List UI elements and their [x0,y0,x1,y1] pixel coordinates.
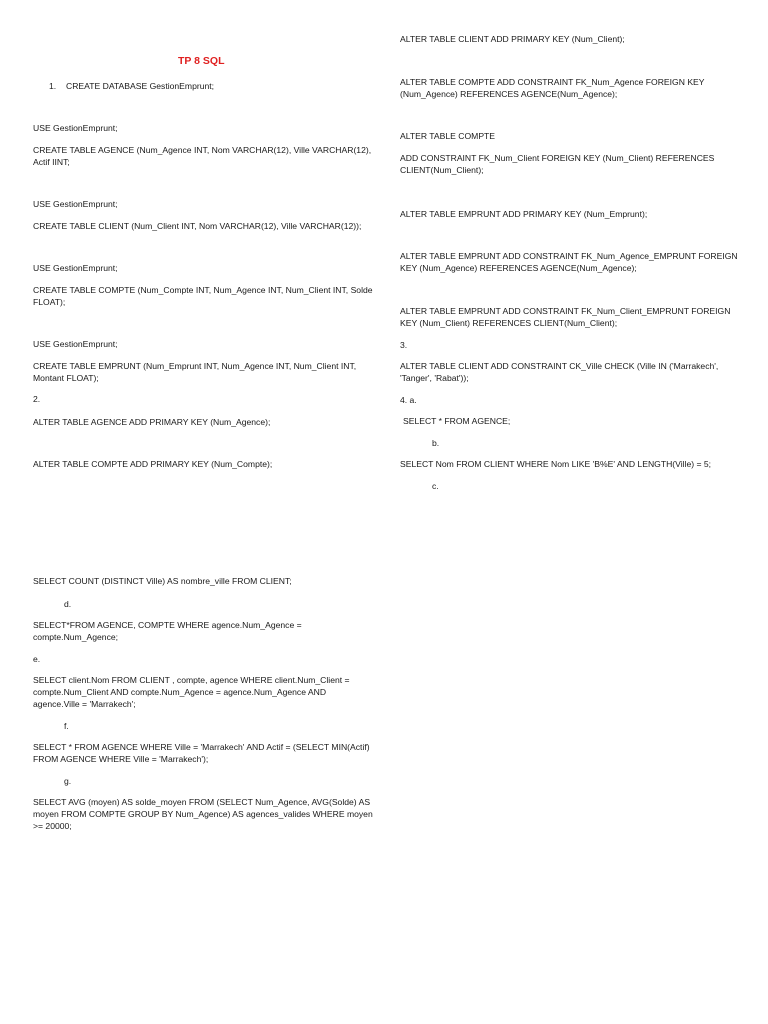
pk-emprunt-statement: ALTER TABLE EMPRUNT ADD PRIMARY KEY (Num_Emprunt); [400,209,648,219]
label-e: e. [33,654,41,664]
create-compte-statement: CREATE TABLE COMPTE (Num_Compte INT, Num_Agence INT, Num_Client INT, Solde FLOAT); [33,285,373,307]
label-d: d. [64,599,72,609]
query-b: SELECT Nom FROM CLIENT WHERE Nom LIKE 'B%E' AND LENGTH(Ville) = 5; [400,459,712,469]
query-d: SELECT*FROM AGENCE, COMPTE WHERE agence.Num_Agence = compte.Num_Agence; [33,620,302,642]
label-c: c. [432,481,439,491]
section-3-label: 3. [400,340,408,350]
label-g: g. [64,776,72,786]
use-statement-4: USE GestionEmprunt; [33,339,118,349]
document-title: TP 8 SQL [178,55,225,67]
item-number-1: 1. [49,81,57,91]
pk-agence-statement: ALTER TABLE AGENCE ADD PRIMARY KEY (Num_Agence); [33,417,271,427]
use-statement-1: USE GestionEmprunt; [33,123,118,133]
label-f: f. [64,721,69,731]
pk-client-statement: ALTER TABLE CLIENT ADD PRIMARY KEY (Num_Client); [400,34,625,44]
query-e: SELECT client.Nom FROM CLIENT , compte, agence WHERE client.Num_Client = compte.Num_Client AND compte.Num_Agence = agence.Num_Agence AND agence.Ville = 'Marrakech'; [33,675,350,709]
query-f: SELECT * FROM AGENCE WHERE Ville = 'Marrakech' AND Actif = (SELECT MIN(Actif) FROM AGENCE WHERE Ville = 'Marrakech'); [33,742,370,764]
section-2-label: 2. [33,394,41,404]
create-client-statement: CREATE TABLE CLIENT (Num_Client INT, Nom VARCHAR(12), Ville VARCHAR(12)); [33,221,362,231]
create-emprunt-statement: CREATE TABLE EMPRUNT (Num_Emprunt INT, Num_Agence INT, Num_Client INT, Montant FLOAT); [33,361,357,383]
create-agence-statement: CREATE TABLE AGENCE (Num_Agence INT, Nom VARCHAR(12), Ville VARCHAR(12), Actif IINT; [33,145,372,167]
query-a: SELECT * FROM AGENCE; [403,416,511,426]
query-g: SELECT AVG (moyen) AS solde_moyen FROM (SELECT Num_Agence, AVG(Solde) AS moyen FROM COMPTE GROUP BY Num_Agence) AS agences_valides WHERE moyen >= 20000; [33,797,373,831]
section-4a-label: 4. a. [400,395,417,405]
fk-emprunt-client-statement: ALTER TABLE EMPRUNT ADD CONSTRAINT FK_Num_Client_EMPRUNT FOREIGN KEY (Num_Client) REFERENCES CLIENT(Num_Client); [400,306,731,328]
fk-compte-agence-statement: ALTER TABLE COMPTE ADD CONSTRAINT FK_Num_Agence FOREIGN KEY (Num_Agence) REFERENCES AGENCE(Num_Agence); [400,77,705,99]
label-b: b. [432,438,440,448]
use-statement-2: USE GestionEmprunt; [33,199,118,209]
fk-compte-client-statement: ADD CONSTRAINT FK_Num_Client FOREIGN KEY (Num_Client) REFERENCES CLIENT(Num_Client); [400,153,715,175]
use-statement-3: USE GestionEmprunt; [33,263,118,273]
pk-compte-statement: ALTER TABLE COMPTE ADD PRIMARY KEY (Num_Compte); [33,459,273,469]
alter-compte-statement: ALTER TABLE COMPTE [400,131,496,141]
count-ville-query: SELECT COUNT (DISTINCT Ville) AS nombre_ville FROM CLIENT; [33,576,292,586]
ck-ville-statement: ALTER TABLE CLIENT ADD CONSTRAINT CK_Ville CHECK (Ville IN ('Marrakech', 'Tanger', 'Rabat')); [400,361,719,383]
fk-emprunt-agence-statement: ALTER TABLE EMPRUNT ADD CONSTRAINT FK_Num_Agence_EMPRUNT FOREIGN KEY (Num_Agence) REFERENCES AGENCE(Num_Agence); [400,251,738,273]
create-database-statement: CREATE DATABASE GestionEmprunt; [66,81,215,91]
